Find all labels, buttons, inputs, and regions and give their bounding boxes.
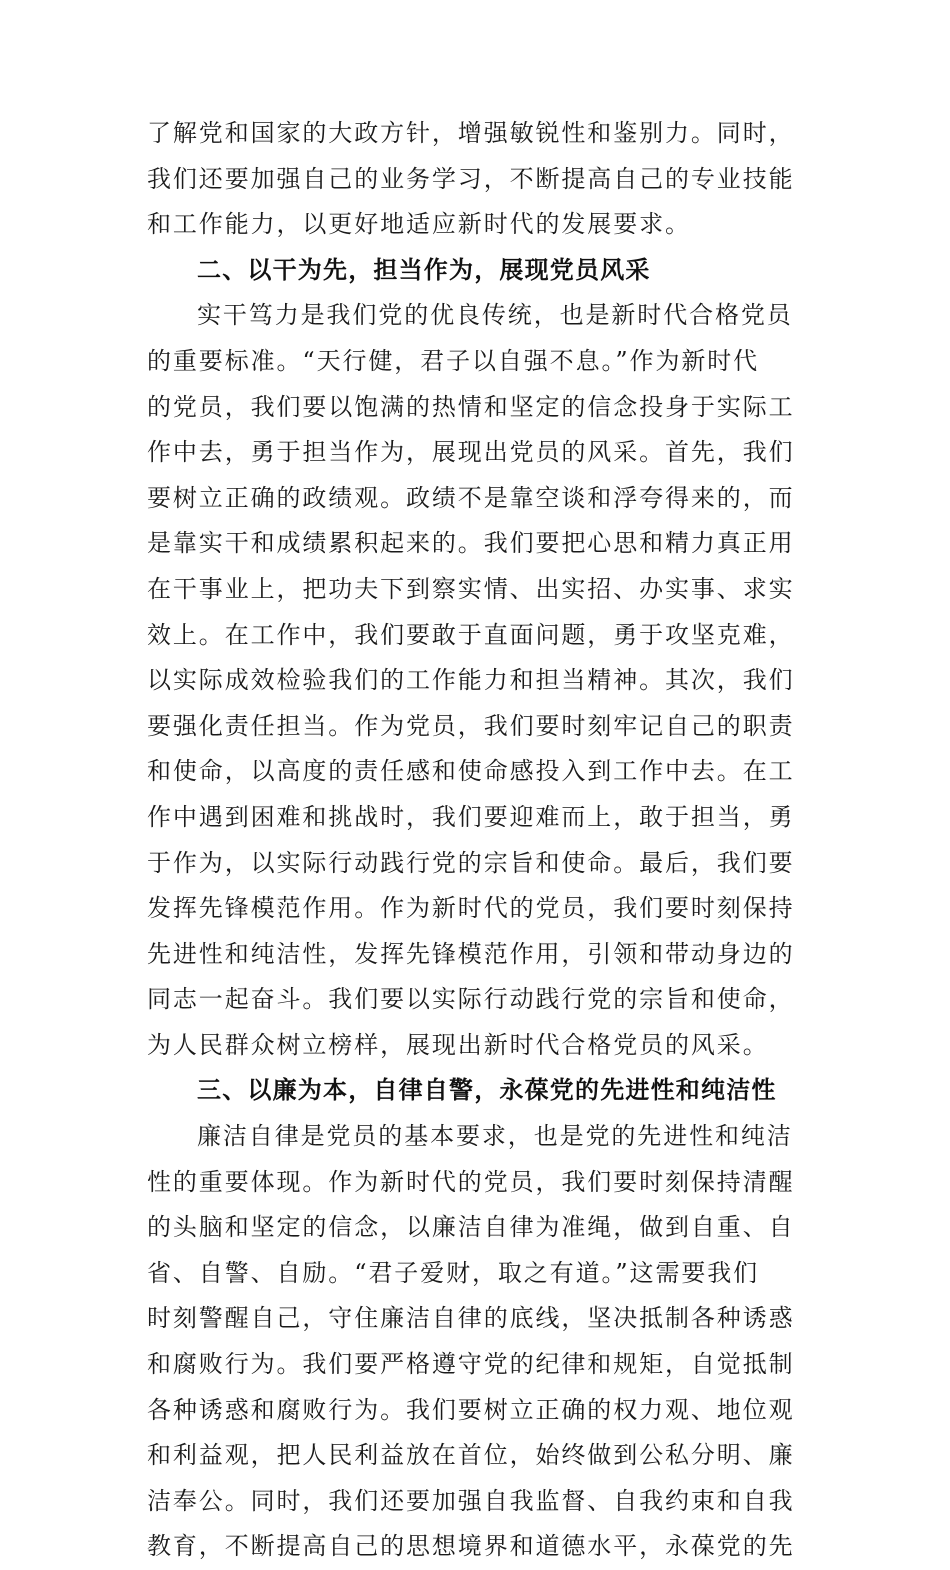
paragraph-continuation bbox=[147, 111, 805, 248]
text-line: 的党员，我们要以饱满的热情和坚定的信念投身于实际工 bbox=[147, 392, 795, 421]
section-2 bbox=[147, 248, 805, 1069]
text-line: 实干笃力是我们党的优良传统，也是新时代合格党员 bbox=[197, 301, 793, 330]
text-line: 效上。在工作中，我们要敢于直面问题，勇于攻坚克难， bbox=[147, 620, 795, 649]
text-line: 省、自警、自励。“君子爱财，取之有道。”这需要我们 bbox=[147, 1258, 760, 1287]
section-heading: 三、以廉为本，自律自警，永葆党的先进性和纯洁性 bbox=[197, 1076, 777, 1105]
text-line: 廉洁自律是党员的基本要求，也是党的先进性和纯洁 bbox=[197, 1122, 793, 1151]
text-line: 和工作能力，以更好地适应新时代的发展要求。 bbox=[147, 210, 691, 239]
text-line: 的重要标准。“天行健，君子以自强不息。”作为新时代 bbox=[147, 346, 760, 375]
text-line: 同志一起奋斗。我们要以实际行动践行党的宗旨和使命， bbox=[147, 985, 795, 1014]
text-line: 在干事业上，把功夫下到察实情、出实招、办实事、求实 bbox=[147, 574, 795, 603]
text-line: 于作为，以实际行动践行党的宗旨和使命。最后，我们要 bbox=[147, 848, 795, 877]
text-line: 我们还要加强自己的业务学习，不断提高自己的专业技能 bbox=[147, 164, 795, 193]
document-body bbox=[147, 111, 805, 1570]
text-line: 性的重要体现。作为新时代的党员，我们要时刻保持清醒 bbox=[147, 1167, 795, 1196]
text-line: 先进性和纯洁性，发挥先锋模范作用，引领和带动身边的 bbox=[147, 939, 795, 968]
text-line: 作中去，勇于担当作为，展现出党员的风采。首先，我们 bbox=[147, 438, 795, 467]
section-heading: 二、以干为先，担当作为，展现党员风采 bbox=[197, 255, 651, 284]
text-line: 要树立正确的政绩观。政绩不是靠空谈和浮夸得来的，而 bbox=[147, 483, 795, 512]
section-3 bbox=[147, 1068, 805, 1570]
text-line: 各种诱惑和腐败行为。我们要树立正确的权力观、地位观 bbox=[147, 1395, 795, 1424]
text-line: 发挥先锋模范作用。作为新时代的党员，我们要时刻保持 bbox=[147, 894, 795, 923]
text-line: 和利益观，把人民利益放在首位，始终做到公私分明、廉 bbox=[147, 1441, 795, 1470]
text-line: 为人民群众树立榜样，展现出新时代合格党员的风采。 bbox=[147, 1030, 769, 1059]
text-line: 了解党和国家的大政方针，增强敏锐性和鉴别力。同时， bbox=[147, 119, 795, 147]
text-line: 洁奉公。同时，我们还要加强自我监督、自我约束和自我 bbox=[147, 1486, 795, 1515]
text-line: 教育，不断提高自己的思想境界和道德水平，永葆党的先 bbox=[147, 1532, 795, 1561]
text-line: 以实际成效检验我们的工作能力和担当精神。其次，我们 bbox=[147, 666, 795, 695]
text-line: 作中遇到困难和挑战时，我们要迎难而上，敢于担当，勇 bbox=[147, 802, 795, 831]
text-line: 要强化责任担当。作为党员，我们要时刻牢记自己的职责 bbox=[147, 711, 795, 740]
text-line: 和使命，以高度的责任感和使命感投入到工作中去。在工 bbox=[147, 757, 795, 786]
text-line: 的头脑和坚定的信念，以廉洁自律为准绳，做到自重、自 bbox=[147, 1213, 795, 1242]
text-line: 和腐败行为。我们要严格遵守党的纪律和规矩，自觉抵制 bbox=[147, 1350, 795, 1379]
text-line: 是靠实干和成绩累积起来的。我们要把心思和精力真正用 bbox=[147, 529, 795, 558]
text-line: 时刻警醒自己，守住廉洁自律的底线，坚决抵制各种诱惑 bbox=[147, 1304, 795, 1333]
